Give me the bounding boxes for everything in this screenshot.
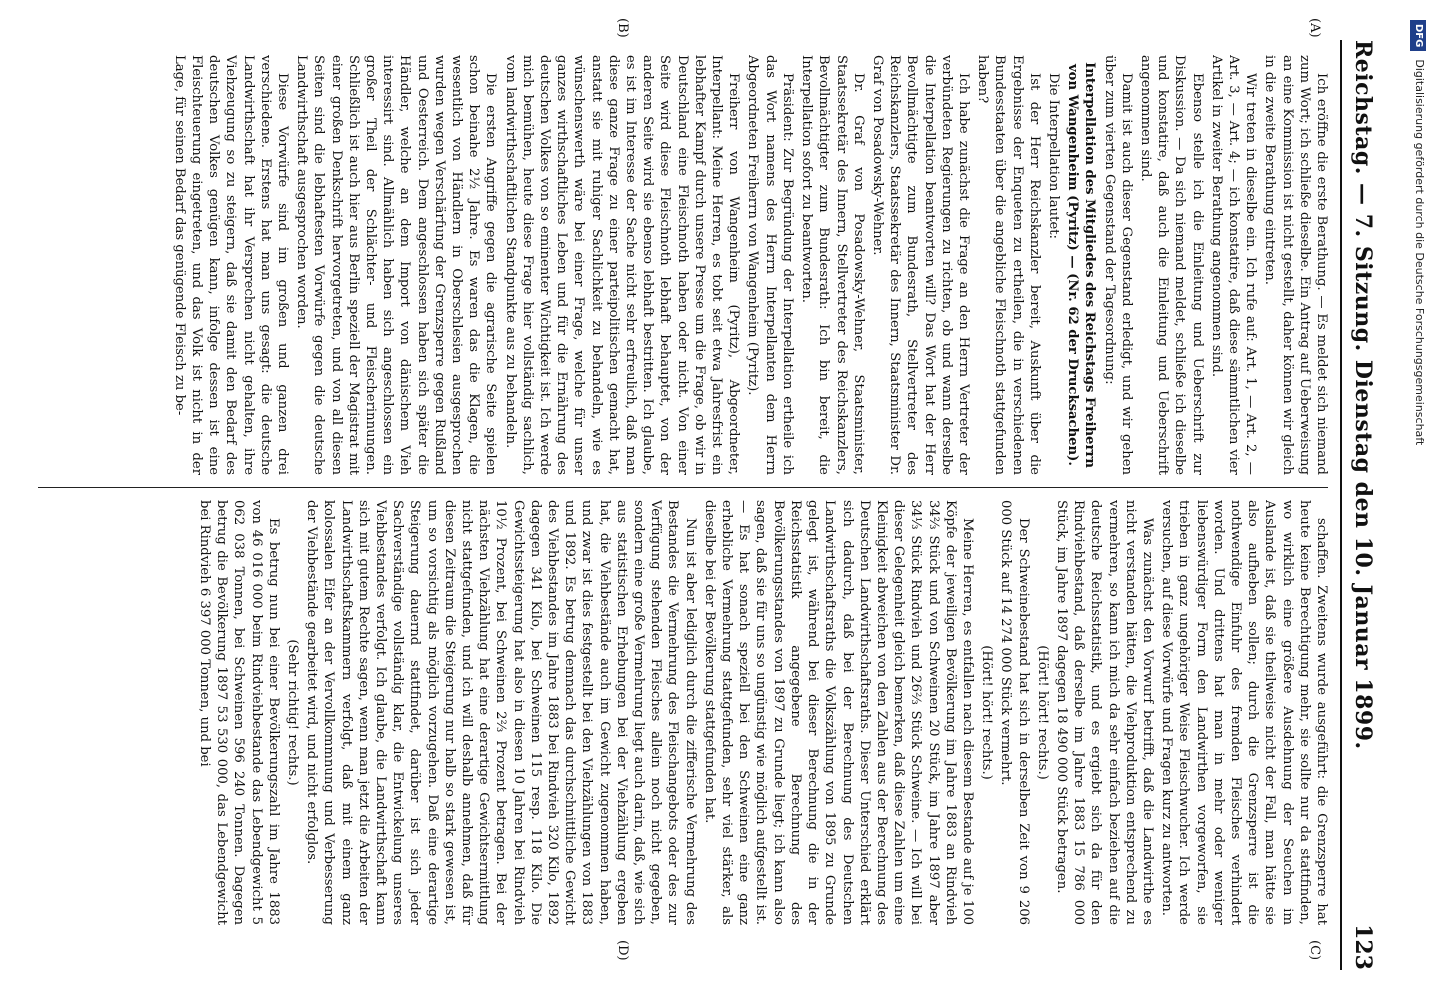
right-text-column [30, 500, 1330, 925]
page-number: 123 [1350, 924, 1376, 970]
paragraph: Ebenso stelle ich die Einleitung und Ueberschrift zur Diskussion. — Da sich niemand meldet, schließe ich dieselbe und konstatire, daß auch die Einleitung und Ueberschrift angenommen sind. [1137, 55, 1205, 475]
margin-letter-c: (C) [1307, 940, 1322, 961]
column-divider [38, 487, 1328, 488]
page-header [1340, 40, 1382, 970]
margin-letter-b: (B) [615, 18, 630, 38]
paragraph: Die ersten Angriffe gegen die agrarische Seite spielen schon beinahe 2½ Jahre. Es waren das die Klagen, die wesentlich von Händlern in Oberschlesien ausgesprochen wurden wegen Verschärfung der Grenzsperre gegen Rußland und Oesterreich. Dem angeschlossen haben sich später die Händler, welche an dem Import von dänischem Vieh interessirt sind. Allmählich haben sich angeschlossen ein großer Theil der Schlächter- und Fleischerinnungen. Schließlich ist auch hier aus Berlin speziell der Magistrat mit einer großen Denkschrift hervorgetreten, und von all diesen Seiten sind die lebhaftesten Vorwürfe gegen die deutsche Landwirthschaft ausgesprochen worden. [294, 55, 499, 475]
paragraph: Wir treten in dieselbe ein. Ich rufe auf: Art. 1, — Art. 2, — Art. 3, — Art. 4; — ich konstatire, daß diese sämmtlichen vier Artikel in zweiter Berathung angenommen sind. [1208, 55, 1259, 475]
paragraph: Dr. Graf von Posadowsky-Wehner, Staatsminister, Staatssekretär des Innern, Stellvertreter des Reichskanzlers, Bevollmächtigter zum Bundesrath: Ich bin bereit, die Interpellation sofort zu beantworten. [799, 55, 866, 475]
dfg-logo: DFG [1410, 20, 1426, 51]
paragraph: Freiherr von Wangenheim (Pyritz), Abgeordneter, Interpellant: Meine Herren, es tobt seit etwa Jahresfrist ein lebhafter Kampf durch unsere Presse um die Frage, ob wir in Deutschland eine Fleischnoth haben oder nicht. Von einer Seite wird diese Fleischnoth lebhaft behauptet, von der anderen Seite wird sie ebenso lebhaft bestritten. Ich glaube, es ist im Interesse der Sache nicht sehr erfreulich, daß man diese ganze Frage zu einer parteipolitischen gemacht hat, anstatt sie mit ruhiger Sachlichkeit zu behandeln, wie es wünschenswerth wäre bei einer Frage, welche für unser ganzes wirthschaftliches Leben und für die Ernährung des deutschen Volkes von so eminenter Wichtigkeit ist. Ich werde mich bemühen, heute diese Frage hier vollständig sachlich, vom landwirthschaftlichen Standpunkte aus zu behandeln. [502, 55, 742, 475]
credit-line [1408, 20, 1430, 980]
margin-letter-d: (D) [615, 940, 630, 961]
paragraph: Ich habe zunächst die Frage an den Herrn Vertreter der verbündeten Regierungen zu richten, ob und wann derselbe die Interpellation beantworten will? Das Wort hat der Herr Bevollmächtigte zum Bundesrath, Stellvertreter des Reichskanzlers, Staatssekretär des Innern, Staatsminister Dr. Graf von Posadowsky-Wehner. [869, 55, 971, 475]
paragraph: Interpellation des Mitgliedes des Reichstags Freiherrn von Wangenheim (Pyritz) — (Nr. 62 der Drucksachen). [1065, 62, 1098, 468]
running-title: Reichstag. — 7. Sitzung. Dienstag den 10. Januar 1899. [1350, 40, 1376, 750]
credit-text: Digitalisierung gefördert durch die Deutsche Forschungsgemeinschaft [1413, 59, 1426, 446]
paragraph: schaffen. Zweitens wurde ausgeführt: die Grenzsperre hat heute keine Berechtigung mehr, sie sollte nur da stattfinden, wo wirklich eine größere Ausdehnung der Seuchen im Auslande ist, daß sie theilweise nicht der Fall, man hätte sie also aufheben sollen; durch die Grenzsperre ist die nothwendige Einfuhr des fremden Fleisches verhindert worden. Und drittens hat man in mehr oder weniger liebenswürdiger Form den Landwirthen vorgeworfen, sie trieben in ganz ungehöriger Weise Fleischwucher. Ich werde versuchen, auf diese Vorwürfe und Fragen kurz zu antworten. [1159, 500, 1329, 925]
paragraph: Die Interpellation lautet: [1045, 73, 1061, 240]
paragraph: (Hört! hört! rechts.) [979, 645, 995, 780]
paragraph: Der Schweinebestand hat sich in derselben Zeit von 9 206 000 Stück auf 14 274 000 Stück vermehrt. [998, 500, 1031, 925]
paragraph: Ist der Herr Reichskanzler bereit, Auskunft über die Ergebnisse der Enqueten zu ertheilen, die in verschiedenen Bundesstaaten über die angebliche Fleischnoth stattgefunden haben? [975, 55, 1042, 475]
paragraph: (Hört! hört! rechts.) [1034, 645, 1050, 780]
paragraph: (Sehr richtig! rechts.) [285, 639, 301, 786]
paragraph: Nun ist aber lediglich durch die zifferische Vermehrung des Bestandes die Vermehrung des Fleischangebots oder des zur Verfügung stehenden Fleisches allein noch nicht gegeben, sondern eine große Vermehrung liegt auch darin, daß, wie sich aus statistischen Erhebungen bei der Viehzählung ergeben hat, die Viehbestände auch im Gewicht zugenommen haben, und zwar ist dies festgestellt bei den Viehzählungen von 1883 und 1892. Es betrug demnach das durchschnittliche Gewicht des Viehbestandes im Jahre 1883 bei Rindvieh 320 Kilo, 1892 dagegen 341 Kilo, bei Schweinen 115 resp. 118 Kilo. Die Gewichtssteigerung hat also in diesen 10 Jahren bei Rindvieh 10½ Prozent, bei Schweinen 2⅔ Prozent betragen. Bei der nächsten Viehzählung hat eine derartige Gewichtsermittlung nicht stattgefunden, und ich will deshalb annehmen, daß für diesen Zeitraum die Steigerung nur halb so stark gewesen ist, um so vorsichtig als möglich vorzugehen. Daß eine derartige Steigerung dauernd stattfindet, darüber ist sich jeder Sachverständige vollständig klar, die Entwickelung unseres Viehbestandes verfolgt. Ich glaube, die Landwirthschaft kann sich mit gutem Rechte sagen, wenn man jetzt die Arbeiten der Landwirthschaftskammern verfolgt, daß mit einem ganz kolossalen Eifer an der Vervollkommnung und Verbesserung der Viehbestände gearbeitet wird, und nicht erfolglos. [304, 500, 698, 925]
paragraph: Meine Herren, es entfallen nach diesem Bestande auf je 100 Köpfe der jeweiligen Bevölkerung im Jahre 1883 an Rindvieh 34⅔ Stück und von Schweinen 20 Stück, im Jahre 1897 aber 34⅓ Stück Rindvieh und 26⅔ Stück Schweine. — Ich will bei dieser Gelegenheit gleich bemerken, daß diese Zahlen um eine Kleinigkeit abweichen von den Zahlen aus der Berechnung des Deutschen Landwirthschaftsraths. Dieser Unterschied erklärt sich dadurch, daß bei der Berechnung des Deutschen Landwirthschaftsraths die Volkszählung von 1895 zu Grunde gelegt ist, während bei dieser Berechnung die in der Reichsstatistik angegebene Berechnung des Bevölkerungsstandes von 1897 zu Grunde liegt; ich kann also sagen, daß sie für uns so ungünstig wie möglich aufgestellt ist. — Es hat sonach speziell bei den Schweinen eine ganz erhebliche Vermehrung stattgefunden, sehr viel stärker, als dieselbe bei der Bevölkerung stattgefunden hat. [701, 500, 975, 925]
left-text-column [30, 55, 1330, 475]
paragraph: Präsident: Zur Begründung der Interpellation ertheile ich das Wort namens des Herrn Interpellanten dem Herrn Abgeordneten Freiherrn von Wangenheim (Pyritz). [745, 55, 795, 475]
margin-letter-a: (A) [1307, 18, 1322, 38]
paragraph: Was zunächst den Vorwurf betrifft, daß die Landwirthe es nicht verstanden hätten, die Viehproduktion entsprechend zu vermehren, so kann ich mich da sehr einfach beziehen auf die deutsche Reichsstatistik, und es ergiebt sich da für den Rindviehbestand, daß derselbe im Jahre 1883 15 786 000 Stück, im Jahre 1897 dagegen 18 490 000 Stück betragen. [1053, 500, 1155, 925]
digitization-credit [1408, 20, 1430, 980]
paragraph: Ich eröffne die erste Berathung. — Es meldet sich niemand zum Wort; ich schließe dieselbe. Ein Antrag auf Ueberweisung an eine Kommission ist nicht gestellt, daher können wir gleich in die zweite Berathung eintreten. [1262, 55, 1329, 475]
paragraph: Diese Vorwürfe sind im großen und ganzen drei verschiedene. Erstens hat man uns gesagt: die deutsche Landwirthschaft hat ihr Versprechen nicht gehalten, ihre Viehzeugung so zu steigern, daß sie damit den Bedarf des deutschen Volkes genügen kann, infolge dessen ist eine Fleischteuerung eingetreten, und das Volk ist nicht in der Lage, für seinen Bedarf das genügende Fleisch zu be- [171, 55, 291, 475]
paragraph: Es betrug nun bei einer Bevölkerungszahl im Jahre 1883 von 46 016 000 beim Rindviehbestande das Lebendgewicht 5 062 038 Tonnen, bei Schweinen 596 240 Tonnen. Dagegen betrug die Bevölkerung 1897 53 530 000, das Lebendgewicht bei Rindvieh 6 397 000 Tonnen, und bei [197, 500, 281, 925]
paragraph: Damit ist auch dieser Gegenstand erledigt, und wir gehen über zum vierten Gegenstand der Tagesordnung: [1101, 55, 1134, 475]
